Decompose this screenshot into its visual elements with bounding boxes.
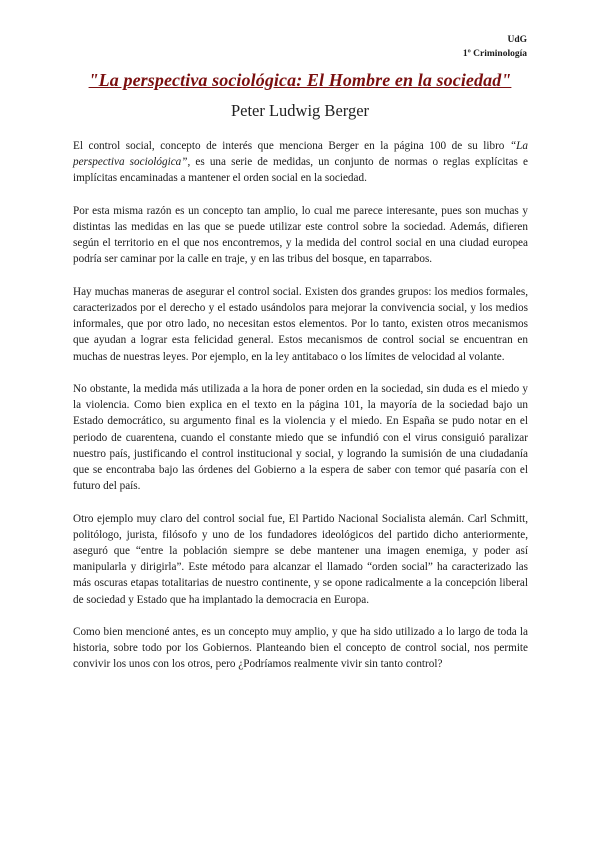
paragraph-6: Como bien mencioné antes, es un concepto muy amplio, y que ha sido utilizado a lo largo de toda la historia, sobre todo por los Gobiernos. Planteando bien el concepto de control social, nos permite convivir los unos con los otros, pero ¿Podríamos realmente vivir sin tanto control? — [73, 626, 528, 671]
paragraph-4: No obstante, la medida más utilizada a la hora de poner orden en la sociedad, sin duda es el miedo y la violencia. Como bien explica en el texto en la página 101, la mayoría de la sociedad bajo un Estado democrático, su argumento final es la violencia y el miedo. En España se pudo notar en el periodo de cuarentena, cuando el constante miedo que se infundió con el virus consiguió paralizar nuestro país, justificando el control institucional y social, y logrando la sumisión de una ciudadanía que se encontraba bajo las órdenes del Gobierno a la espera de saber con temor qué pasaría con el futuro del país. — [73, 383, 528, 493]
paragraph-1-start: El control social, concepto de interés que menciona Berger en la página 100 de su libro — [73, 140, 510, 152]
paragraph-1-end: , es una serie de medidas, un conjunto de normas o reglas explícitas e implícitas encaminadas a mantener el orden social en la sociedad. — [73, 156, 528, 185]
document-author: Peter Ludwig Berger — [230, 101, 370, 120]
book-title-quote: “La perspectiva sociológica” — [73, 140, 528, 169]
header-course: 1º Criminología — [462, 49, 527, 59]
paragraph-3: Hay muchas maneras de asegurar el control social. Existen dos grandes grupos: los medios formales, caracterizados por el derecho y el estado usándolos para mejorar la convivencia social, y los medios informales, que por otro lado, no necesitan estos elementos. Por lo tanto, existen otros mecanismos que ayudan a lograr esta felicidad general. Estos mecanismos de control social se encuentran en muchas de nuestras leyes. Por ejemplo, en la ley antitabaco o los límites de velocidad al volante. — [73, 285, 528, 363]
paragraph-2: Por esta misma razón es un concepto tan amplio, lo cual me parece interesante, pues son muchas y distintas las medidas en las que se puede utilizar este control sobre la sociedad. Además, difieren según el territorio en el que nos encontremos, y la medida del control social en una ciudad europea podría ser caminar por la calle en traje, y en las tribus del bosque, en taparrabos. — [73, 204, 528, 266]
page-header — [463, 33, 527, 61]
paragraph-5: Otro ejemplo muy claro del control social fue, El Partido Nacional Socialista alemán. Carl Schmitt, politólogo, jurista, filósofo y uno de los fundadores ideológicos del partido dicho anteriormente, aseguró que “entre la población siempre se debe mantener una imagen enemiga, y poder así manipularla y dirigirla”. Este método para alcanzar el llamado “orden social” ha caracterizado las más oscuras etapas totalitarias de nuestro continente, y se opone radicalmente a la concepción liberal de sociedad y Estado que ha implantado la democracia en Europa. — [73, 512, 528, 606]
header-institution: UdG — [507, 35, 527, 45]
document-body — [73, 138, 528, 689]
document-title: "La perspectiva sociológica: El Hombre en la sociedad" — [88, 70, 512, 90]
paragraph-1 — [73, 138, 528, 187]
